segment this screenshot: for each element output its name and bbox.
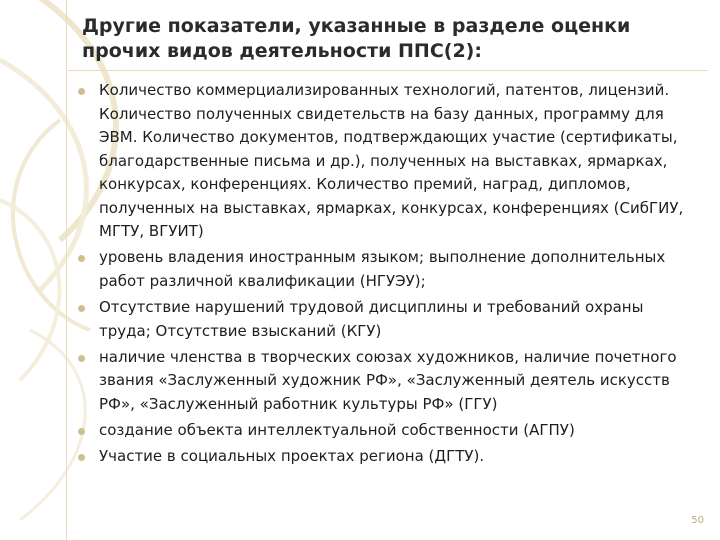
bullet-dot-icon: [78, 88, 85, 95]
bullet-text: создание объекта интеллектуальной собственности (АГПУ): [99, 421, 575, 440]
bullet-text: уровень владения иностранным языком; выполнение дополнительных работ различной квалификации (НГУЭУ);: [99, 248, 666, 290]
bullet-item: [78, 419, 698, 443]
bullet-dot-icon: [78, 428, 85, 435]
bullet-text: Участие в социальных проектах региона (ДГТУ).: [99, 447, 485, 466]
bullet-text: Количество коммерциализированных технологий, патентов, лицензий. Количество полученных свидетельств на базу данных, программу для ЭВМ. Количество документов, подтверждающих участие (сертификаты, благодарственные письма и др.), полученных на выставках, ярмарках, конкурсах, конференциях. Количество премий, наград, дипломов, полученных на выставках, ярмарках, конкурсах, конференциях (СибГИУ, МГТУ, ВГУИТ): [99, 81, 684, 240]
bullet-item: [78, 246, 698, 293]
bullet-dot-icon: [78, 355, 85, 362]
bullet-item: [78, 445, 698, 469]
bullet-text: Отсутствие нарушений трудовой дисциплины и требований охраны труда; Отсутствие взысканий (КГУ): [99, 298, 644, 340]
title-divider: [68, 70, 708, 71]
bullet-dot-icon: [78, 454, 85, 461]
bullet-list: [78, 79, 698, 472]
bullet-dot-icon: [78, 305, 85, 312]
bullet-item: [78, 79, 698, 244]
bullet-item: [78, 346, 698, 417]
bullet-text: наличие членства в творческих союзах художников, наличие почетного звания «Заслуженный художник РФ», «Заслуженный деятель искусств РФ», «Заслуженный работник культуры РФ» (ГГУ): [99, 347, 677, 413]
slide-title: Другие показатели, указанные в разделе оценки прочих видов деятельности ППС(2):: [82, 15, 631, 62]
bullet-dot-icon: [78, 255, 85, 262]
bullet-item: [78, 296, 698, 343]
left-divider: [66, 0, 67, 540]
page-number: 50: [691, 515, 704, 526]
